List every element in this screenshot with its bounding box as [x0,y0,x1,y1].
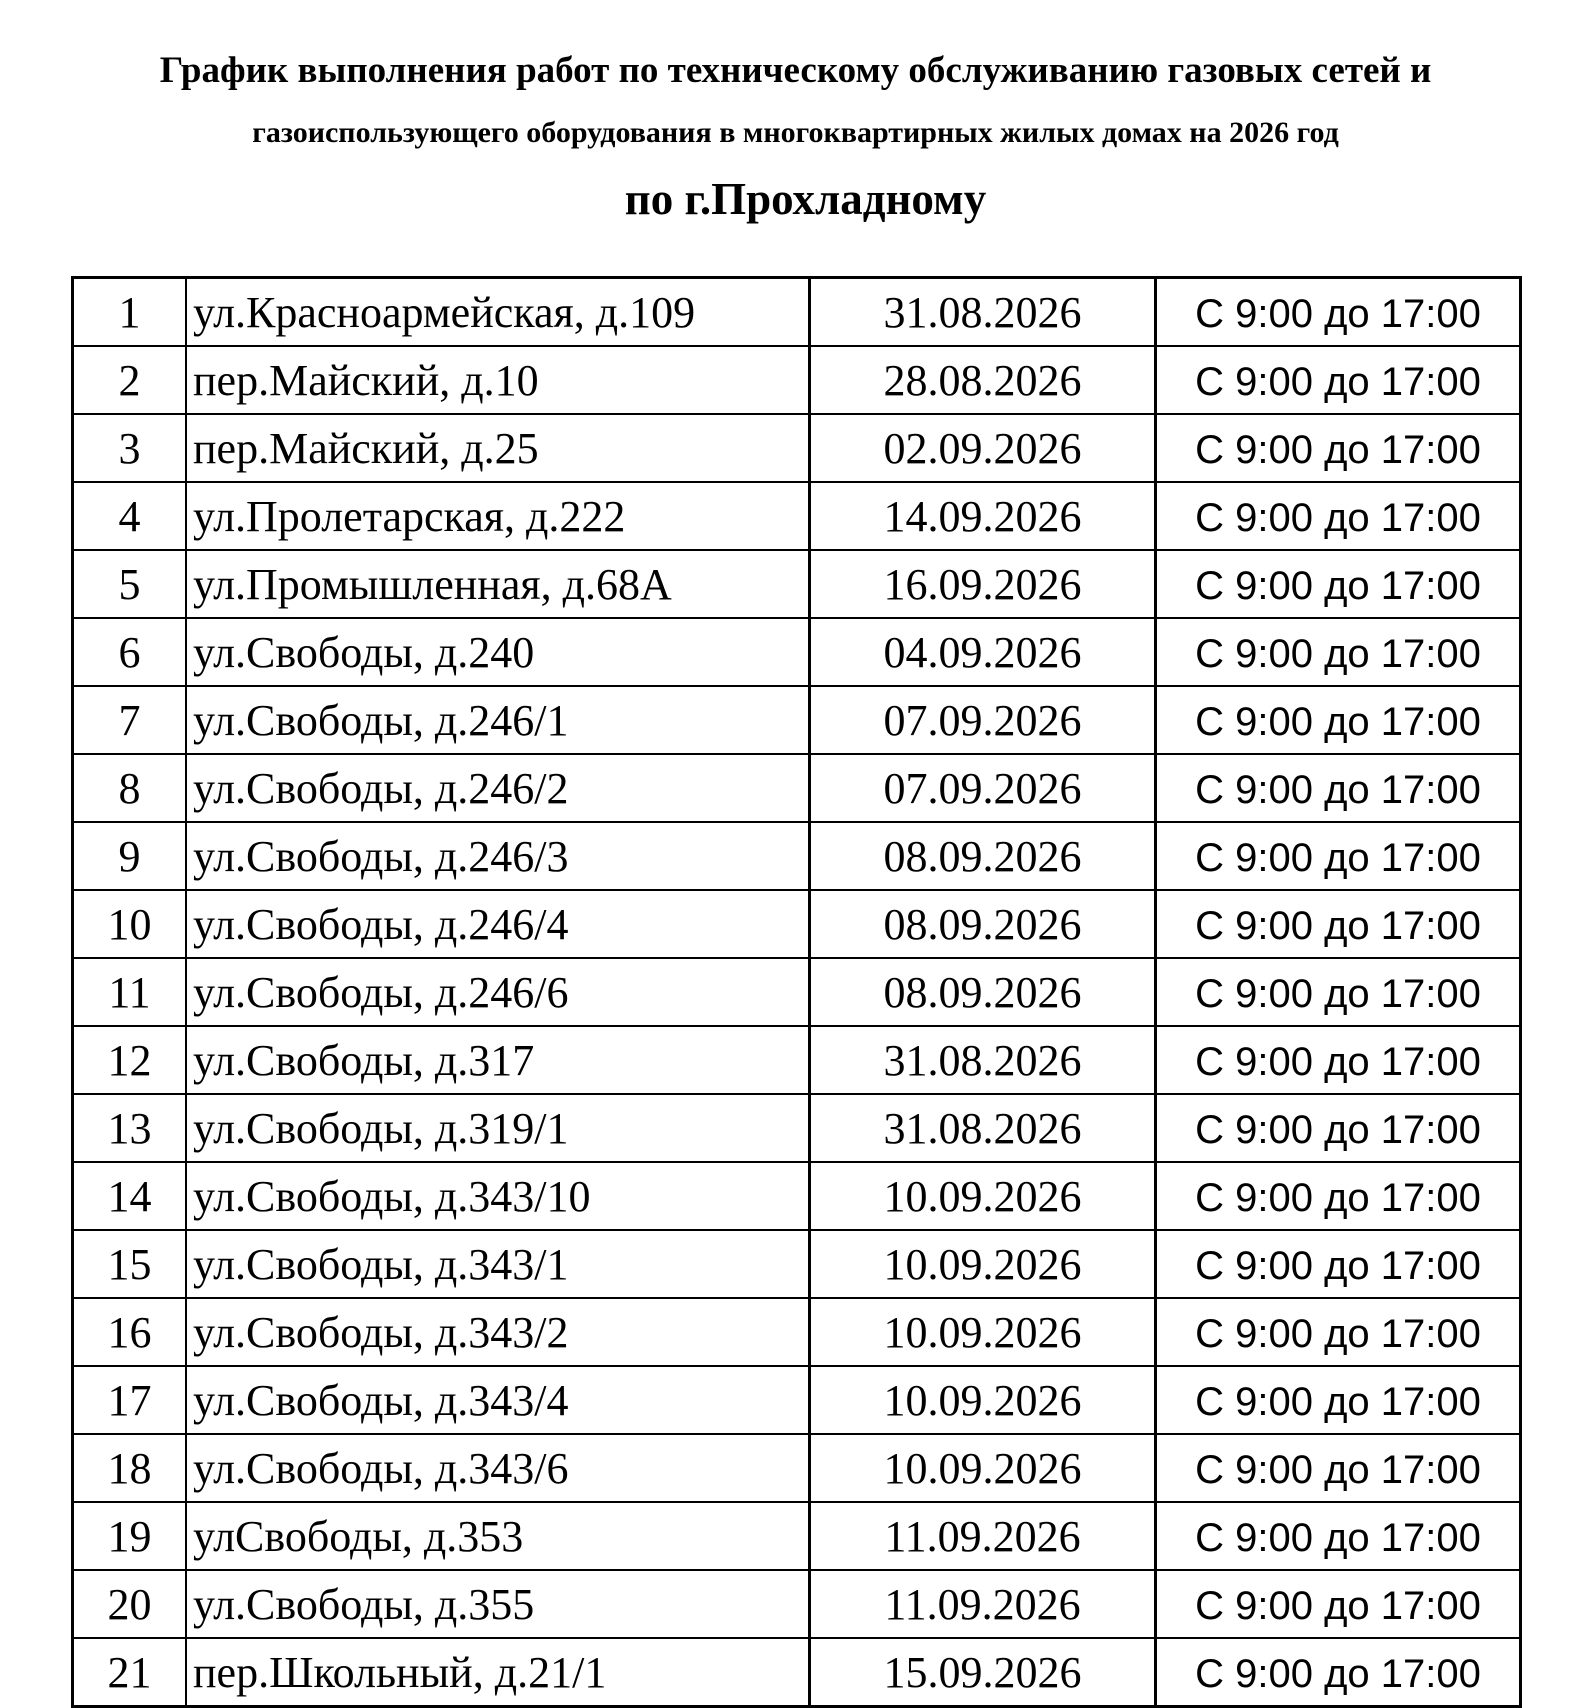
row-number-cell: 20 [73,1570,187,1638]
table-row [73,278,1521,347]
table-row [73,550,1521,618]
row-number-cell: 8 [73,754,187,822]
address-cell: ул.Свободы, д.343/10 [186,1162,810,1230]
table-row [73,1094,1521,1162]
table-row [73,1026,1521,1094]
time-cell: С 9:00 до 17:00 [1156,482,1521,550]
address-cell: ул.Красноармейская, д.109 [186,278,810,347]
time-cell: С 9:00 до 17:00 [1156,278,1521,347]
date-cell: 07.09.2026 [810,754,1156,822]
date-cell: 10.09.2026 [810,1366,1156,1434]
date-cell: 15.09.2026 [810,1638,1156,1707]
table-row [73,618,1521,686]
row-number-cell: 17 [73,1366,187,1434]
time-cell: С 9:00 до 17:00 [1156,1502,1521,1570]
row-number-cell: 15 [73,1230,187,1298]
table-row [73,686,1521,754]
date-cell: 10.09.2026 [810,1298,1156,1366]
time-cell: С 9:00 до 17:00 [1156,346,1521,414]
table-row [73,1434,1521,1502]
address-cell: ул.Свободы, д.246/1 [186,686,810,754]
time-cell: С 9:00 до 17:00 [1156,1230,1521,1298]
address-cell: ул.Свободы, д.343/1 [186,1230,810,1298]
time-cell: С 9:00 до 17:00 [1156,686,1521,754]
date-cell: 08.09.2026 [810,822,1156,890]
time-cell: С 9:00 до 17:00 [1156,1638,1521,1707]
address-cell: пер.Школьный, д.21/1 [186,1638,810,1707]
address-cell: ул.Свободы, д.319/1 [186,1094,810,1162]
address-cell: ул.Свободы, д.240 [186,618,810,686]
time-cell: С 9:00 до 17:00 [1156,414,1521,482]
table-row [73,1298,1521,1366]
address-cell: ул.Свободы, д.317 [186,1026,810,1094]
table-row [73,1366,1521,1434]
time-cell: С 9:00 до 17:00 [1156,618,1521,686]
date-cell: 08.09.2026 [810,890,1156,958]
date-cell: 10.09.2026 [810,1162,1156,1230]
time-cell: С 9:00 до 17:00 [1156,1366,1521,1434]
time-cell: С 9:00 до 17:00 [1156,958,1521,1026]
row-number-cell: 4 [73,482,187,550]
address-cell: ул.Свободы, д.246/2 [186,754,810,822]
address-cell: пер.Майский, д.25 [186,414,810,482]
table-row [73,890,1521,958]
time-cell: С 9:00 до 17:00 [1156,1434,1521,1502]
time-cell: С 9:00 до 17:00 [1156,550,1521,618]
row-number-cell: 5 [73,550,187,618]
time-cell: С 9:00 до 17:00 [1156,822,1521,890]
address-cell: ул.Свободы, д.343/4 [186,1366,810,1434]
row-number-cell: 11 [73,958,187,1026]
address-cell: ул.Свободы, д.343/2 [186,1298,810,1366]
time-cell: С 9:00 до 17:00 [1156,1162,1521,1230]
table-row [73,1502,1521,1570]
table-row [73,958,1521,1026]
date-cell: 11.09.2026 [810,1570,1156,1638]
date-cell: 14.09.2026 [810,482,1156,550]
row-number-cell: 16 [73,1298,187,1366]
row-number-cell: 13 [73,1094,187,1162]
row-number-cell: 19 [73,1502,187,1570]
row-number-cell: 7 [73,686,187,754]
row-number-cell: 6 [73,618,187,686]
table-row [73,1638,1521,1707]
address-cell: ул.Промышленная, д.68А [186,550,810,618]
row-number-cell: 3 [73,414,187,482]
table-row [73,754,1521,822]
date-cell: 16.09.2026 [810,550,1156,618]
date-cell: 04.09.2026 [810,618,1156,686]
date-cell: 31.08.2026 [810,1094,1156,1162]
schedule-table [71,276,1522,1708]
date-cell: 28.08.2026 [810,346,1156,414]
document-title-city: по г.Прохладному [624,174,987,224]
time-cell: С 9:00 до 17:00 [1156,1570,1521,1638]
address-cell: ул.Свободы, д.343/6 [186,1434,810,1502]
table-row [73,1162,1521,1230]
date-cell: 10.09.2026 [810,1434,1156,1502]
table-row [73,414,1521,482]
schedule-table-body [73,278,1521,1707]
date-cell: 10.09.2026 [810,1230,1156,1298]
row-number-cell: 10 [73,890,187,958]
address-cell: ул.Свободы, д.246/6 [186,958,810,1026]
document-title-line-1: График выполнения работ по техническому обслуживанию газовых сетей и [159,50,1432,91]
address-cell: ул.Пролетарская, д.222 [186,482,810,550]
time-cell: С 9:00 до 17:00 [1156,754,1521,822]
date-cell: 31.08.2026 [810,278,1156,347]
table-row [73,822,1521,890]
time-cell: С 9:00 до 17:00 [1156,890,1521,958]
row-number-cell: 21 [73,1638,187,1707]
row-number-cell: 9 [73,822,187,890]
row-number-cell: 2 [73,346,187,414]
row-number-cell: 1 [73,278,187,347]
date-cell: 02.09.2026 [810,414,1156,482]
date-cell: 08.09.2026 [810,958,1156,1026]
row-number-cell: 12 [73,1026,187,1094]
date-cell: 11.09.2026 [810,1502,1156,1570]
table-row [73,346,1521,414]
date-cell: 07.09.2026 [810,686,1156,754]
document-title-line-2: газоиспользующего оборудования в многоквартирных жилых домах на 2026 год [252,116,1339,149]
table-row [73,1570,1521,1638]
row-number-cell: 14 [73,1162,187,1230]
address-cell: пер.Майский, д.10 [186,346,810,414]
address-cell: ул.Свободы, д.246/4 [186,890,810,958]
time-cell: С 9:00 до 17:00 [1156,1026,1521,1094]
address-cell: улСвободы, д.353 [186,1502,810,1570]
address-cell: ул.Свободы, д.355 [186,1570,810,1638]
table-row [73,482,1521,550]
time-cell: С 9:00 до 17:00 [1156,1298,1521,1366]
date-cell: 31.08.2026 [810,1026,1156,1094]
address-cell: ул.Свободы, д.246/3 [186,822,810,890]
table-row [73,1230,1521,1298]
time-cell: С 9:00 до 17:00 [1156,1094,1521,1162]
row-number-cell: 18 [73,1434,187,1502]
